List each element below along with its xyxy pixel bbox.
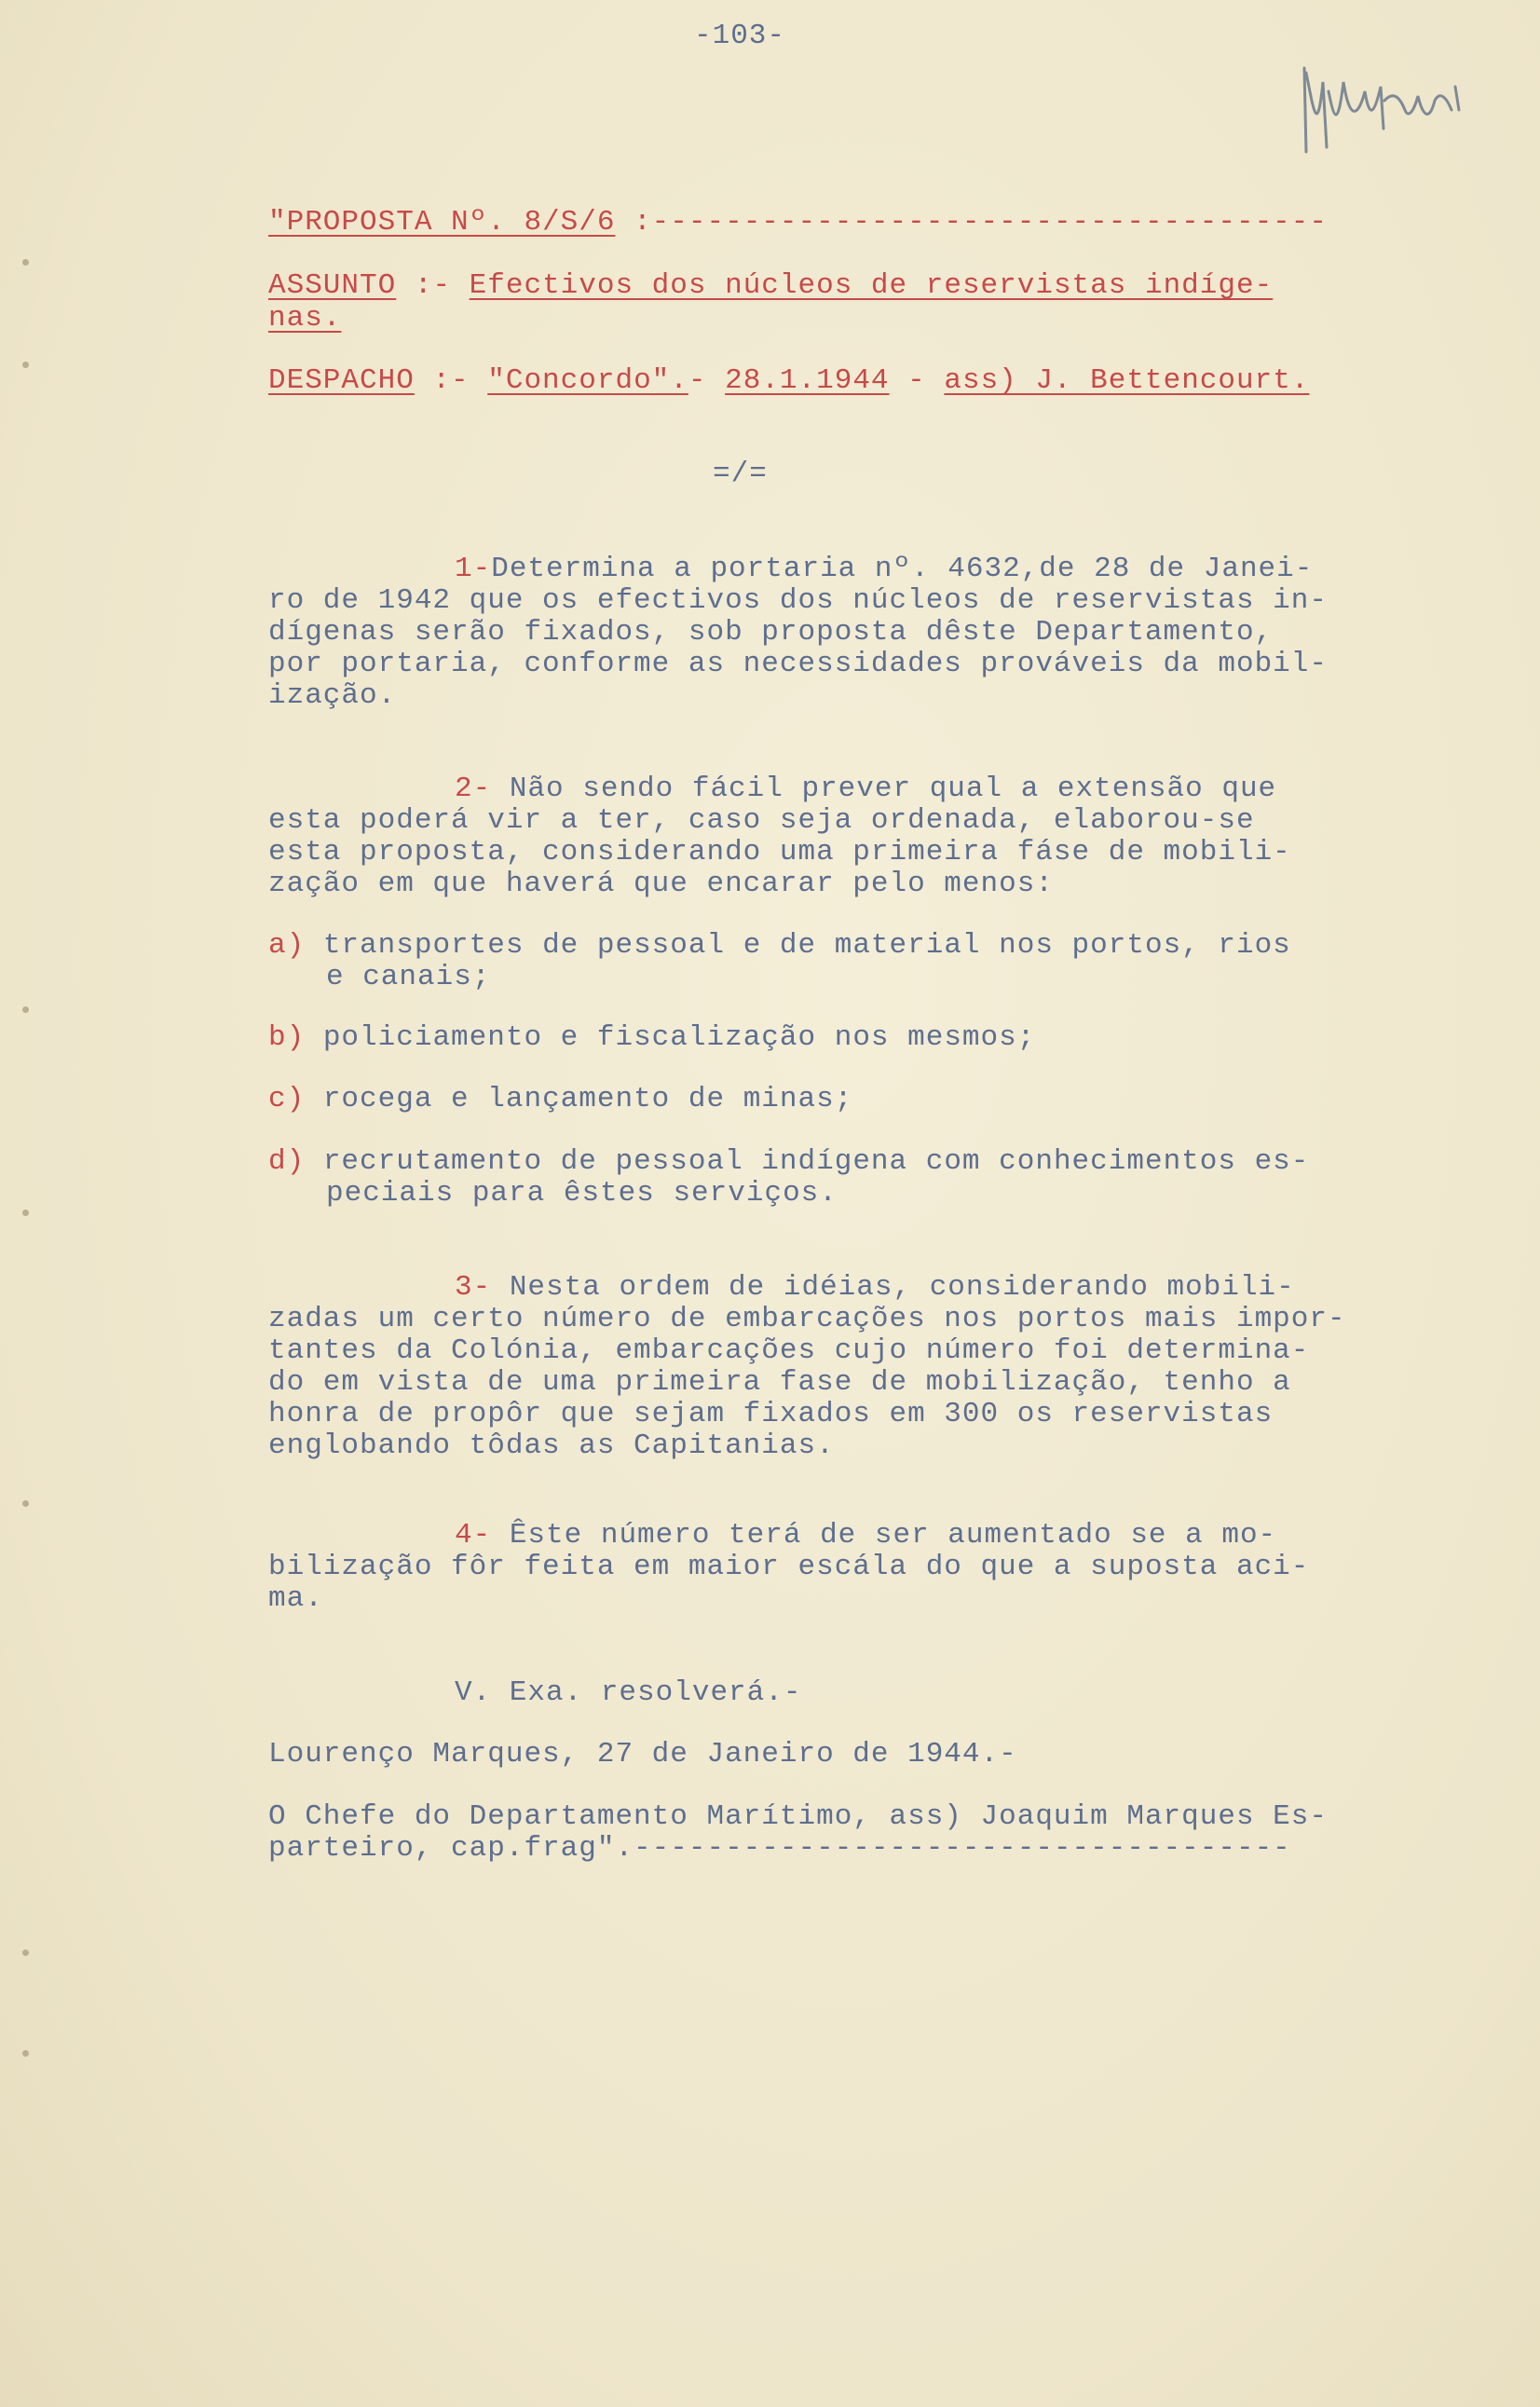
binding-hole [22,1500,29,1507]
assunto-separator: :- [396,269,470,302]
page-number: -103- [694,20,786,52]
list-item-letter: a) [268,929,306,962]
closing-signature-line-2: parteiro, cap.frag".------------------------------------ [268,1832,1291,1865]
paragraph-4-text: Êste número terá de ser aumentado se a mo- [491,1519,1277,1552]
list-item-text: policiamento e fiscalização nos mesmos; [322,1021,1036,1054]
paragraph-2-line [455,773,1276,805]
section-separator: =/= [713,458,768,490]
assunto-line-2: nas. [268,302,342,335]
paragraph-1-text: Determina a portaria nº. 4632,de 28 de Janei- [491,553,1314,585]
paragraph-1-line: dígenas serão fixados, sob proposta dêste Departamento, [268,616,1274,649]
list-item-d-continuation: peciais para êstes serviços. [326,1177,838,1210]
proposta-line [268,207,1328,239]
despacho-label: DESPACHO [268,364,415,397]
despacho-dash: - [688,364,726,397]
paragraph-3-line: honra de propôr que sejam fixados em 300 os reservistas [268,1398,1274,1430]
list-item-c [268,1084,852,1115]
despacho-line [268,365,1309,397]
closing-resolvera: V. Exa. resolverá.- [455,1676,802,1709]
pencil-signature [1295,54,1481,166]
list-item-b [268,1022,1035,1054]
proposta-dashes: :------------------------------------- [615,206,1328,239]
despacho-date: 28.1.1944 [725,364,890,397]
list-item-letter: d) [268,1145,306,1178]
paragraph-1-line [455,554,1313,585]
paragraph-4-number: 4- [455,1519,492,1552]
paragraph-2-line: esta proposta, considerando uma primeira fáse de mobili- [268,836,1291,868]
list-item-a [268,930,1291,962]
list-item-text: rocega e lançamento de minas; [322,1083,853,1115]
paragraph-1-line: ro de 1942 que os efectivos dos núcleos de reservistas in- [268,584,1328,617]
list-item-text: transportes de pessoal e de material nos portos, rios [322,929,1291,962]
proposta-label: "PROPOSTA Nº. 8/S/6 [268,206,616,239]
list-item-a-continuation: e canais; [326,961,491,993]
paragraph-1-number: 1- [455,553,492,585]
paragraph-3-text: Nesta ordem de idéias, considerando mobili- [491,1271,1295,1304]
paragraph-4-line: ma. [268,1582,323,1615]
despacho-signatory: ass) J. Bettencourt. [944,364,1310,397]
paragraph-3-line: englobando tôdas as Capitanias. [268,1429,835,1462]
despacho-concordo: "Concordo". [487,364,688,397]
paragraph-2-number: 2- [455,773,492,805]
paragraph-3-number: 3- [455,1271,492,1304]
paragraph-3-line: zadas um certo número de embarcações nos portos mais impor- [268,1303,1346,1335]
paragraph-1-line: ização. [268,679,397,712]
binding-hole [22,362,29,368]
list-item-letter: c) [268,1083,306,1115]
paragraph-4-line [455,1520,1276,1552]
paragraph-3-line: do em vista de uma primeira fase de mobilização, tenho a [268,1366,1291,1399]
list-item-d [268,1146,1309,1178]
paragraph-3-line: tantes da Colónia, embarcações cujo número foi determina- [268,1334,1310,1367]
assunto-label: ASSUNTO [268,269,397,302]
binding-hole [22,1006,29,1013]
binding-hole [22,1949,29,1956]
binding-hole [22,1210,29,1216]
binding-hole [22,259,29,266]
paragraph-1-line: por portaria, conforme as necessidades prováveis da mobil- [268,648,1328,680]
list-item-letter: b) [268,1021,306,1054]
paragraph-2-text: Não sendo fácil prever qual a extensão que [491,773,1277,805]
paragraph-2-line: esta poderá vir a ter, caso seja ordenada, elaborou-se [268,804,1255,837]
closing-place-date: Lourenço Marques, 27 de Janeiro de 1944.- [268,1738,1017,1771]
closing-signature-line-1: O Chefe do Departamento Marítimo, ass) Joaquim Marques Es- [268,1800,1328,1833]
binding-hole [22,2050,29,2057]
despacho-separator: :- [414,364,488,397]
paragraph-4-line: bilização fôr feita em maior escála do que a suposta aci- [268,1551,1310,1583]
despacho-separator-2: - [889,364,945,397]
assunto-line-1 [268,270,1273,302]
paragraph-3-line [455,1272,1295,1304]
list-item-text: recrutamento de pessoal indígena com conhecimentos es- [322,1145,1310,1178]
assunto-text: Efectivos dos núcleos de reservistas indíge- [469,269,1274,302]
paragraph-2-line: zação em que haverá que encarar pelo menos: [268,868,1054,900]
